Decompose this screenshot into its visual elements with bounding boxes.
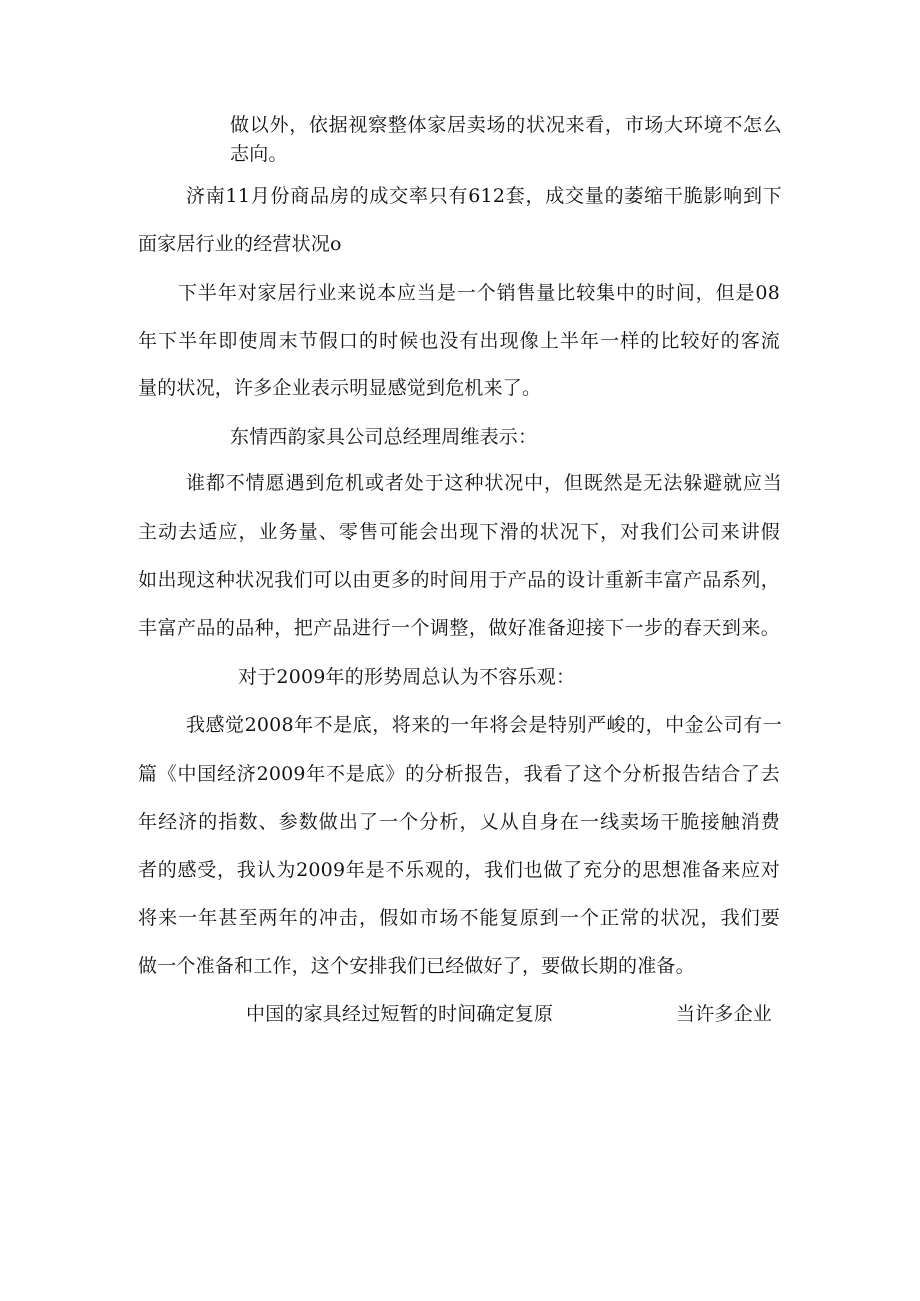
paragraph-2-line-2: 面家居行业的经营状况o [138, 233, 342, 255]
paragraph-5-line-3: 如出现这种状况我们可以由更多的时间用于产品的设计重新丰富产品系列， [138, 569, 780, 591]
paragraph-7-line-2: 篇《中国经济2009年不是底》的分析报告，我看了这个分析报告结合了去 [138, 763, 780, 785]
paragraph-4-line-1: 东情西韵家具公司总经理周维表示： [230, 426, 538, 448]
paragraph-1-line-2: 志向。 [230, 143, 288, 165]
paragraph-7-line-4: 者的感受，我认为2009年是不乐观的，我们也做了充分的思想准备来应对 [138, 859, 780, 881]
paragraph-5-line-4: 丰富产品的品种，把产品进行一个调整，做好准备迎接下一步的春天到来。 [138, 617, 780, 639]
paragraph-7-line-5: 将来一年甚至两年的冲击，假如市场不能复原到一个正常的状况，我们要 [138, 907, 780, 929]
section-heading-left: 中国的家具经过短暂的时间确定复原 [246, 1003, 554, 1025]
paragraph-7-line-3: 年经济的指数、参数做出了一个分析，乂从自身在一线卖场干脆接触消费 [138, 811, 780, 833]
paragraph-3-line-1: 下半年对家居行业来说本应当是一个销售量比较集中的时间，但是08 [178, 282, 780, 304]
paragraph-7-line-1: 我感觉2008年不是底，将来的一年将会是特别严峻的，中金公司有一 [186, 714, 782, 736]
paragraph-5-line-1: 谁都不情愿遇到危机或者处于这种状况中，但既然是无法躲避就应当 [186, 472, 782, 494]
paragraph-1-line-1: 做以外，依据视察整体家居卖场的状况来看，市场大环境不怎么 [230, 114, 782, 136]
paragraph-3-line-3: 量的状况，许多企业表示明显感觉到危机来了。 [138, 377, 542, 399]
paragraph-6-line-1: 对于2009年的形势周总认为不容乐观： [238, 666, 576, 688]
paragraph-7-line-6: 做一个准备和工作，这个安排我们已经做好了，要做长期的准备。 [138, 955, 695, 977]
section-heading-right: 当许多企业 [676, 1003, 773, 1025]
paragraph-3-line-2: 年下半年即使周末节假口的时候也没有出现像上半年一样的比较好的客流 [138, 330, 780, 352]
paragraph-2-line-1: 济南11月份商品房的成交率只有612套，成交量的萎缩干脆影响到下 [186, 185, 782, 207]
paragraph-5-line-2: 主动去适应，业务量、零售可能会出现下滑的状况下，对我们公司来讲假 [138, 521, 780, 543]
